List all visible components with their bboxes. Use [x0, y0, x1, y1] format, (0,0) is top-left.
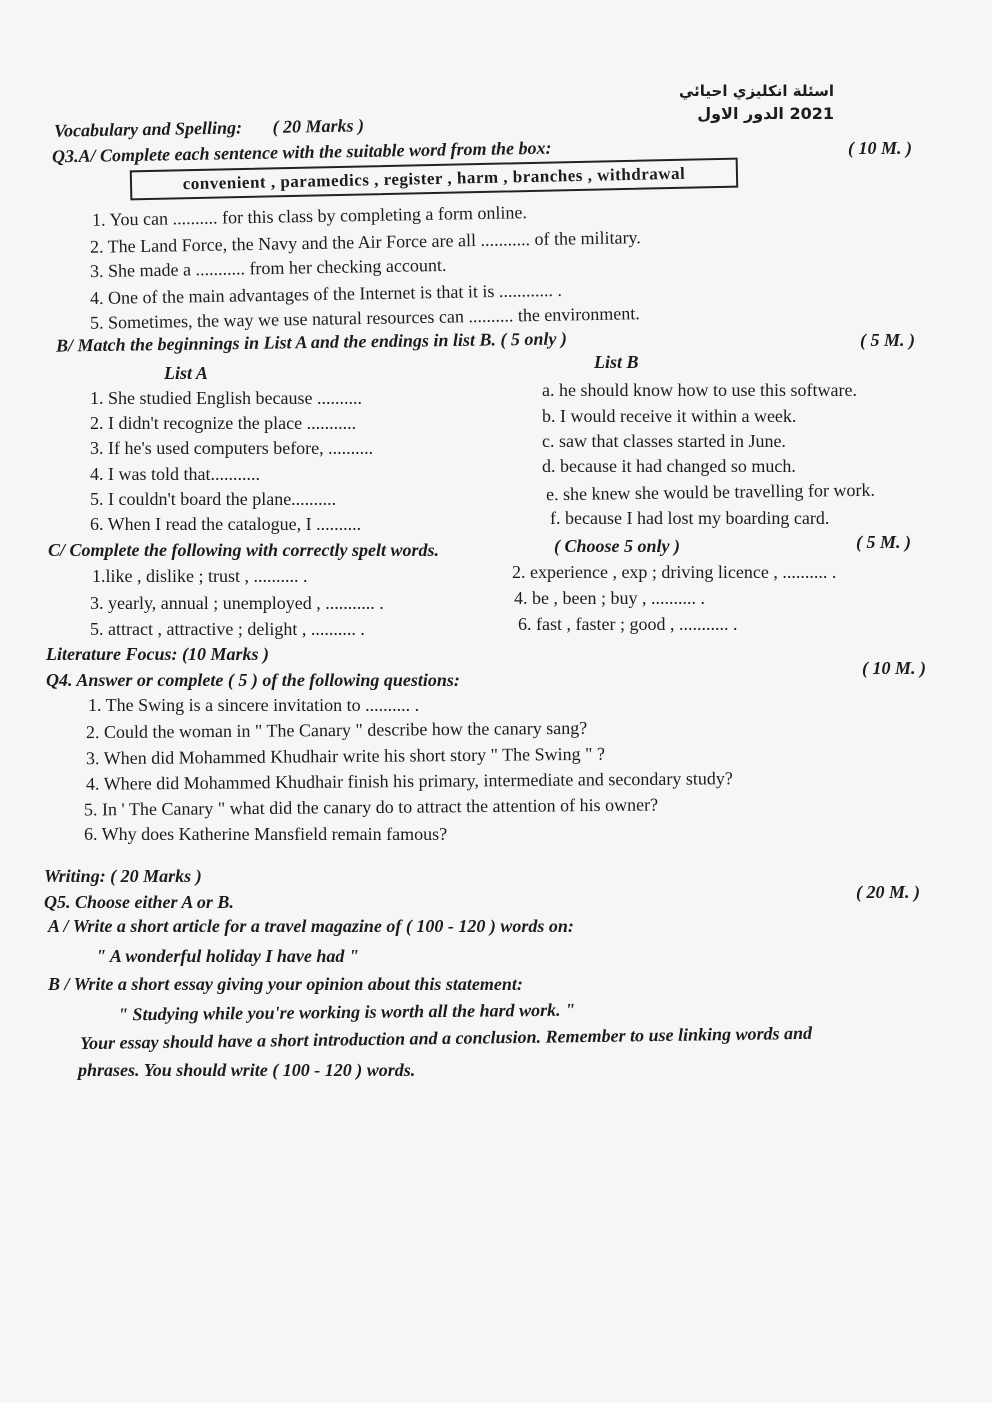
option-a-line: A / Write a short article for a travel magazine of ( 100 - 120 ) words on: [48, 916, 574, 936]
list-item: a. he should know how to use this software. [542, 380, 857, 400]
list-item: 1. You can .......... for this class by completing a form online. [91, 202, 528, 230]
part-c-instruction: C/ Complete the following with correctly spelt words. [48, 540, 440, 560]
arabic-year: 2021 الدور الاول [697, 104, 834, 123]
list-item: 2. Could the woman in " The Canary " describe how the canary sang? [85, 717, 588, 743]
arabic-title: اسئلة انكليزي احيائي [678, 82, 834, 100]
q4-instruction: Q4. Answer or complete ( 5 ) of the following questions: [46, 670, 460, 690]
list-item: f. because I had lost my boarding card. [550, 508, 830, 528]
list-item: 6. fast , faster ; good , ........... . [518, 614, 738, 634]
list-item: 1. The Swing is a sincere invitation to .......... . [88, 695, 420, 715]
list-item: 5. Sometimes, the way we use natural resources can .......... the environment. [89, 303, 640, 333]
list-item: 1.like , dislike ; trust , .......... . [92, 566, 308, 586]
list-item: 6. When I read the catalogue, I .......... [90, 514, 362, 534]
list-item: 1. She studied English because .......... [90, 388, 362, 408]
part-c-choose: ( Choose 5 only ) [554, 536, 680, 556]
option-b-topic: " Studying while you're working is worth all the hard work. " [117, 999, 576, 1025]
vocab-heading [54, 115, 364, 141]
option-a-topic: " A wonderful holiday I have had " [96, 946, 359, 966]
list-item: 2. I didn't recognize the place ........... [90, 413, 357, 433]
list-item: 4. One of the main advantages of the Internet is that it is ............ . [89, 279, 563, 309]
option-b-line: B / Write a short essay giving your opinion about this statement: [48, 974, 523, 994]
list-item: 5. In ' The Canary " what did the canary do to attract the attention of his owner? [83, 794, 659, 820]
list-item: 2. experience , exp ; driving licence , .......... . [512, 562, 837, 582]
q4-marks: ( 10 M. ) [862, 658, 926, 678]
word-box-text: convenient , paramedics , register , harm , branches , withdrawal [182, 163, 686, 194]
part-b-instruction: B/ Match the beginnings in List A and the endings in list B. ( 5 only ) [55, 328, 568, 356]
list-item: 3. yearly, annual ; unemployed , ........... . [90, 593, 384, 613]
list-item: e. she knew she would be travelling for work. [545, 479, 876, 505]
list-item: 3. She made a ........... from her checking account. [89, 254, 447, 282]
part-c-marks: ( 5 M. ) [856, 532, 911, 552]
writing-heading: Writing: ( 20 Marks ) [44, 866, 202, 886]
list-item: 4. Where did Mohammed Khudhair finish his primary, intermediate and secondary study? [85, 768, 733, 794]
essay-note-line-1: Your essay should have a short introduction and a conclusion. Remember to use linking words and [79, 1022, 813, 1054]
list-item: 3. If he's used computers before, .......... [90, 438, 374, 458]
list-item: 4. be , been ; buy , .......... . [514, 588, 705, 608]
list-item: 2. The Land Force, the Navy and the Air Force are all ........... of the military. [89, 227, 641, 257]
literature-heading: Literature Focus: (10 Marks ) [46, 644, 270, 664]
vocab-heading-text: Vocabulary and Spelling: [53, 117, 243, 141]
list-a-title: List A [164, 363, 208, 383]
list-item: b. I would receive it within a week. [542, 406, 797, 426]
essay-note-line-2: phrases. You should write ( 100 - 120 ) words. [78, 1060, 416, 1080]
vocab-heading-marks: ( 20 Marks ) [272, 115, 365, 137]
list-item: c. saw that classes started in June. [542, 431, 786, 451]
list-item: d. because it had changed so much. [542, 456, 796, 476]
q5-instruction: Q5. Choose either A or B. [44, 892, 234, 912]
list-item: 5. I couldn't board the plane.......... [90, 489, 337, 509]
list-b-title: List B [594, 352, 639, 372]
part-b-marks: ( 5 M. ) [860, 330, 915, 350]
list-item: 4. I was told that........... [90, 464, 260, 484]
list-item: 3. When did Mohammed Khudhair write his short story " The Swing " ? [85, 743, 606, 769]
list-item: 5. attract , attractive ; delight , .......... . [90, 619, 365, 639]
q5-marks: ( 20 M. ) [856, 882, 920, 902]
q3a-marks: ( 10 M. ) [848, 138, 912, 158]
q3a-instruction: Q3.A/ Complete each sentence with the suitable word from the box: [51, 137, 552, 167]
list-item: 6. Why does Katherine Mansfield remain famous? [84, 824, 448, 844]
